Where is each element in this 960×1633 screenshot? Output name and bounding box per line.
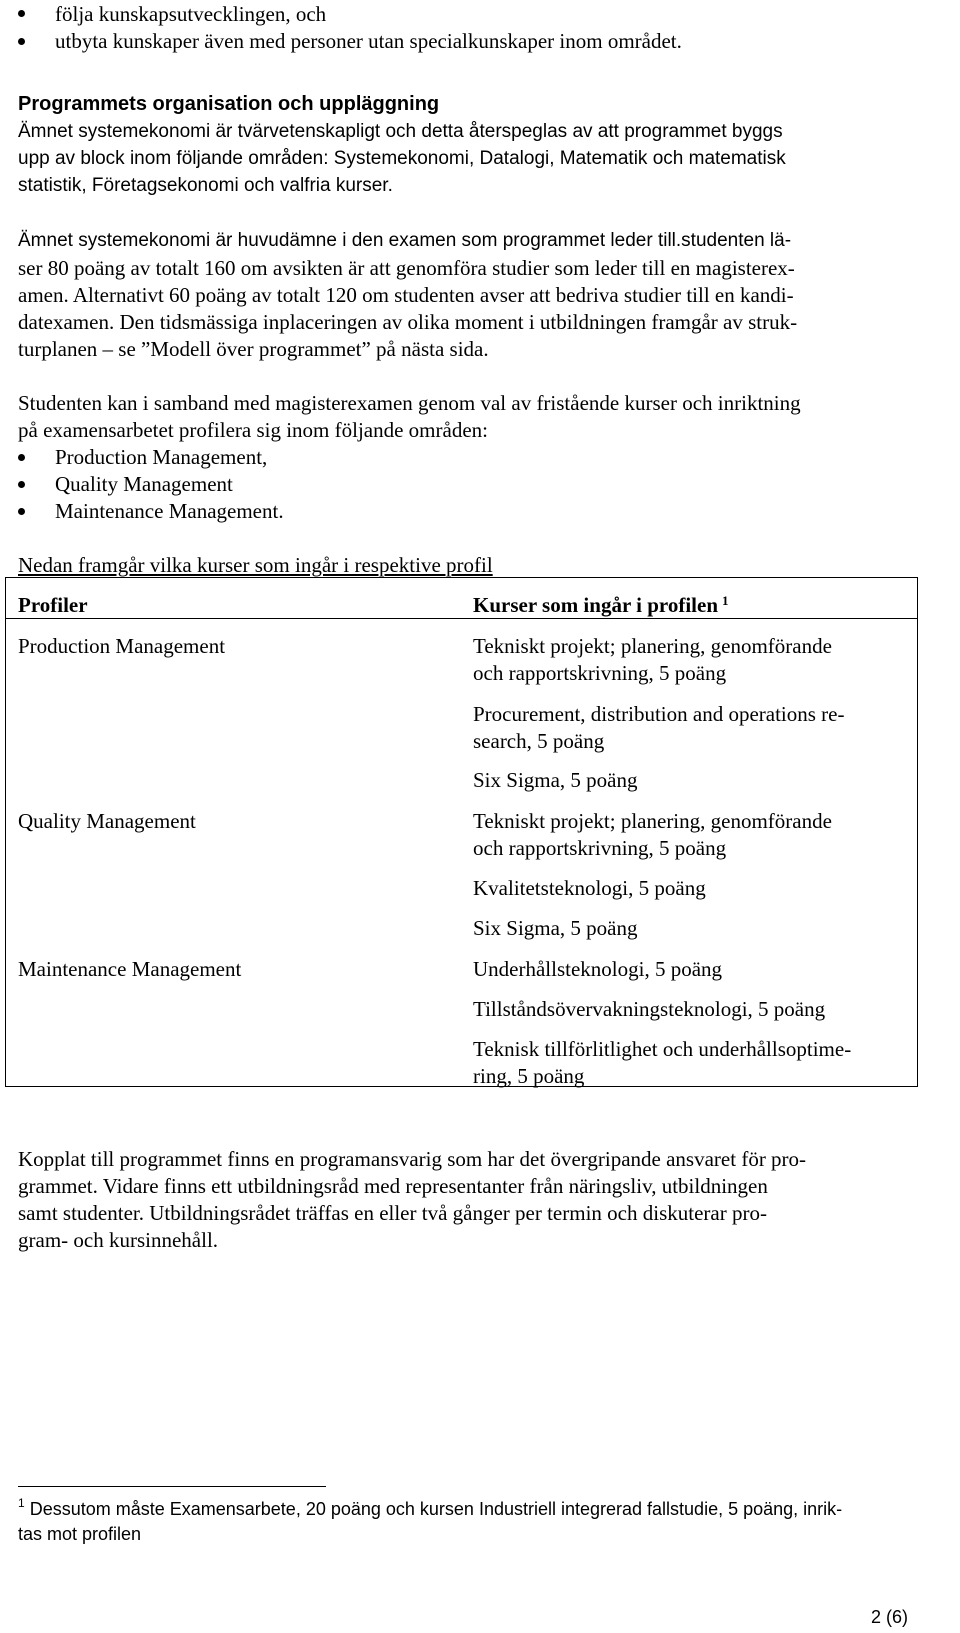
list-item: Quality Management xyxy=(55,472,233,496)
bullet-icon xyxy=(18,481,25,488)
list-item: Production Management, xyxy=(55,445,268,469)
table-cell-course: Six Sigma, 5 poäng xyxy=(473,768,638,792)
paragraph-line: upp av block inom följande områden: Systemekonomi, Datalogi, Matematik och matematisk xyxy=(18,148,786,169)
paragraph-line: turplanen – se ”Modell över programmet” på nästa sida. xyxy=(18,337,489,361)
footnote-line: tas mot profilen xyxy=(18,1524,142,1544)
table-cell-course: Six Sigma, 5 poäng xyxy=(473,916,638,940)
table-cell-profile: Production Management xyxy=(18,634,226,658)
table-cell-course: ring, 5 poäng xyxy=(473,1064,585,1088)
footnote-line: $^1$ Dessutom måste Examensarbete, 20 poäng och kursen Industriell integrerad fallstudie, 5 poäng, inrik- xyxy=(18,1496,843,1519)
table-header-profiles: Profiler xyxy=(18,593,88,617)
table-intro: Nedan framgår vilka kurser som ingår i respektive profil xyxy=(18,553,493,577)
bullet-icon xyxy=(18,454,25,461)
paragraph-line: samt studenter. Utbildningsrådet träffas en eller två gånger per termin och diskuterar pro- xyxy=(18,1201,767,1225)
paragraph-line: amen. Alternativt 60 poäng av totalt 120 om studenten avser att bedriva studier till en kandi- xyxy=(18,283,794,307)
table-cell-course: Tekniskt projekt; planering, genomförande xyxy=(473,809,832,833)
paragraph-line: Ämnet systemekonomi är tvärvetenskapligt och detta återspeglas av att programmet byggs xyxy=(18,121,783,142)
bullet-icon xyxy=(18,38,25,45)
paragraph-line: gram- och kursinnehåll. xyxy=(18,1228,219,1252)
table-cell-course: Underhållsteknologi, 5 poäng xyxy=(473,957,723,981)
footnote-mark: 1 xyxy=(18,1496,25,1510)
list-item: Maintenance Management. xyxy=(55,499,284,523)
table-cell-profile: Maintenance Management xyxy=(18,957,242,981)
table-cell-course: search, 5 poäng xyxy=(473,729,605,753)
table-cell-course: Tekniskt projekt; planering, genomförande xyxy=(473,634,832,658)
table-cell-profile: Quality Management xyxy=(18,809,196,833)
table-cell-course: Kvalitetsteknologi, 5 poäng xyxy=(473,876,706,900)
table-header-courses: Kurser som ingår i profilen $^1$ xyxy=(473,593,729,617)
table-header-divider xyxy=(5,618,918,619)
bullet-icon xyxy=(18,10,25,17)
paragraph-line: Kopplat till programmet finns en programansvarig som har det övergripande ansvaret för pro- xyxy=(18,1147,807,1171)
page-number: 2 (6) xyxy=(871,1607,909,1627)
paragraph-line: Ämnet systemekonomi är huvudämne i den examen som programmet leder till.studenten lä- xyxy=(18,230,792,251)
paragraph-line: på examensarbetet profilera sig inom följande områden: xyxy=(18,418,488,442)
paragraph-line: datexamen. Den tidsmässiga inplaceringen av olika moment i utbildningen framgår av struk- xyxy=(18,310,798,334)
paragraph-line: ser 80 poäng av totalt 160 om avsikten är att genomföra studier som leder till en magisterex- xyxy=(18,256,795,280)
table-cell-course: och rapportskrivning, 5 poäng xyxy=(473,661,727,685)
table-cell-course: Procurement, distribution and operations re- xyxy=(473,702,845,726)
paragraph-line: Studenten kan i samband med magisterexamen genom val av fristående kurser och inriktning xyxy=(18,391,801,415)
table-cell-course: och rapportskrivning, 5 poäng xyxy=(473,836,727,860)
paragraph-line: grammet. Vidare finns ett utbildningsråd med representanter från näringsliv, utbildningen xyxy=(18,1174,768,1198)
footnote-separator xyxy=(18,1486,326,1487)
bullet-icon xyxy=(18,508,25,515)
table-cell-course: Teknisk tillförlitlighet och underhållsoptime- xyxy=(473,1037,852,1061)
section-heading: Programmets organisation och uppläggning xyxy=(18,93,440,115)
table-cell-course: Tillståndsövervakningsteknologi, 5 poäng xyxy=(473,997,826,1021)
list-item: utbyta kunskaper även med personer utan specialkunskaper inom området. xyxy=(55,29,682,53)
paragraph-line: statistik, Företagsekonomi och valfria kurser. xyxy=(18,175,393,196)
list-item: följa kunskapsutvecklingen, och xyxy=(55,2,327,26)
